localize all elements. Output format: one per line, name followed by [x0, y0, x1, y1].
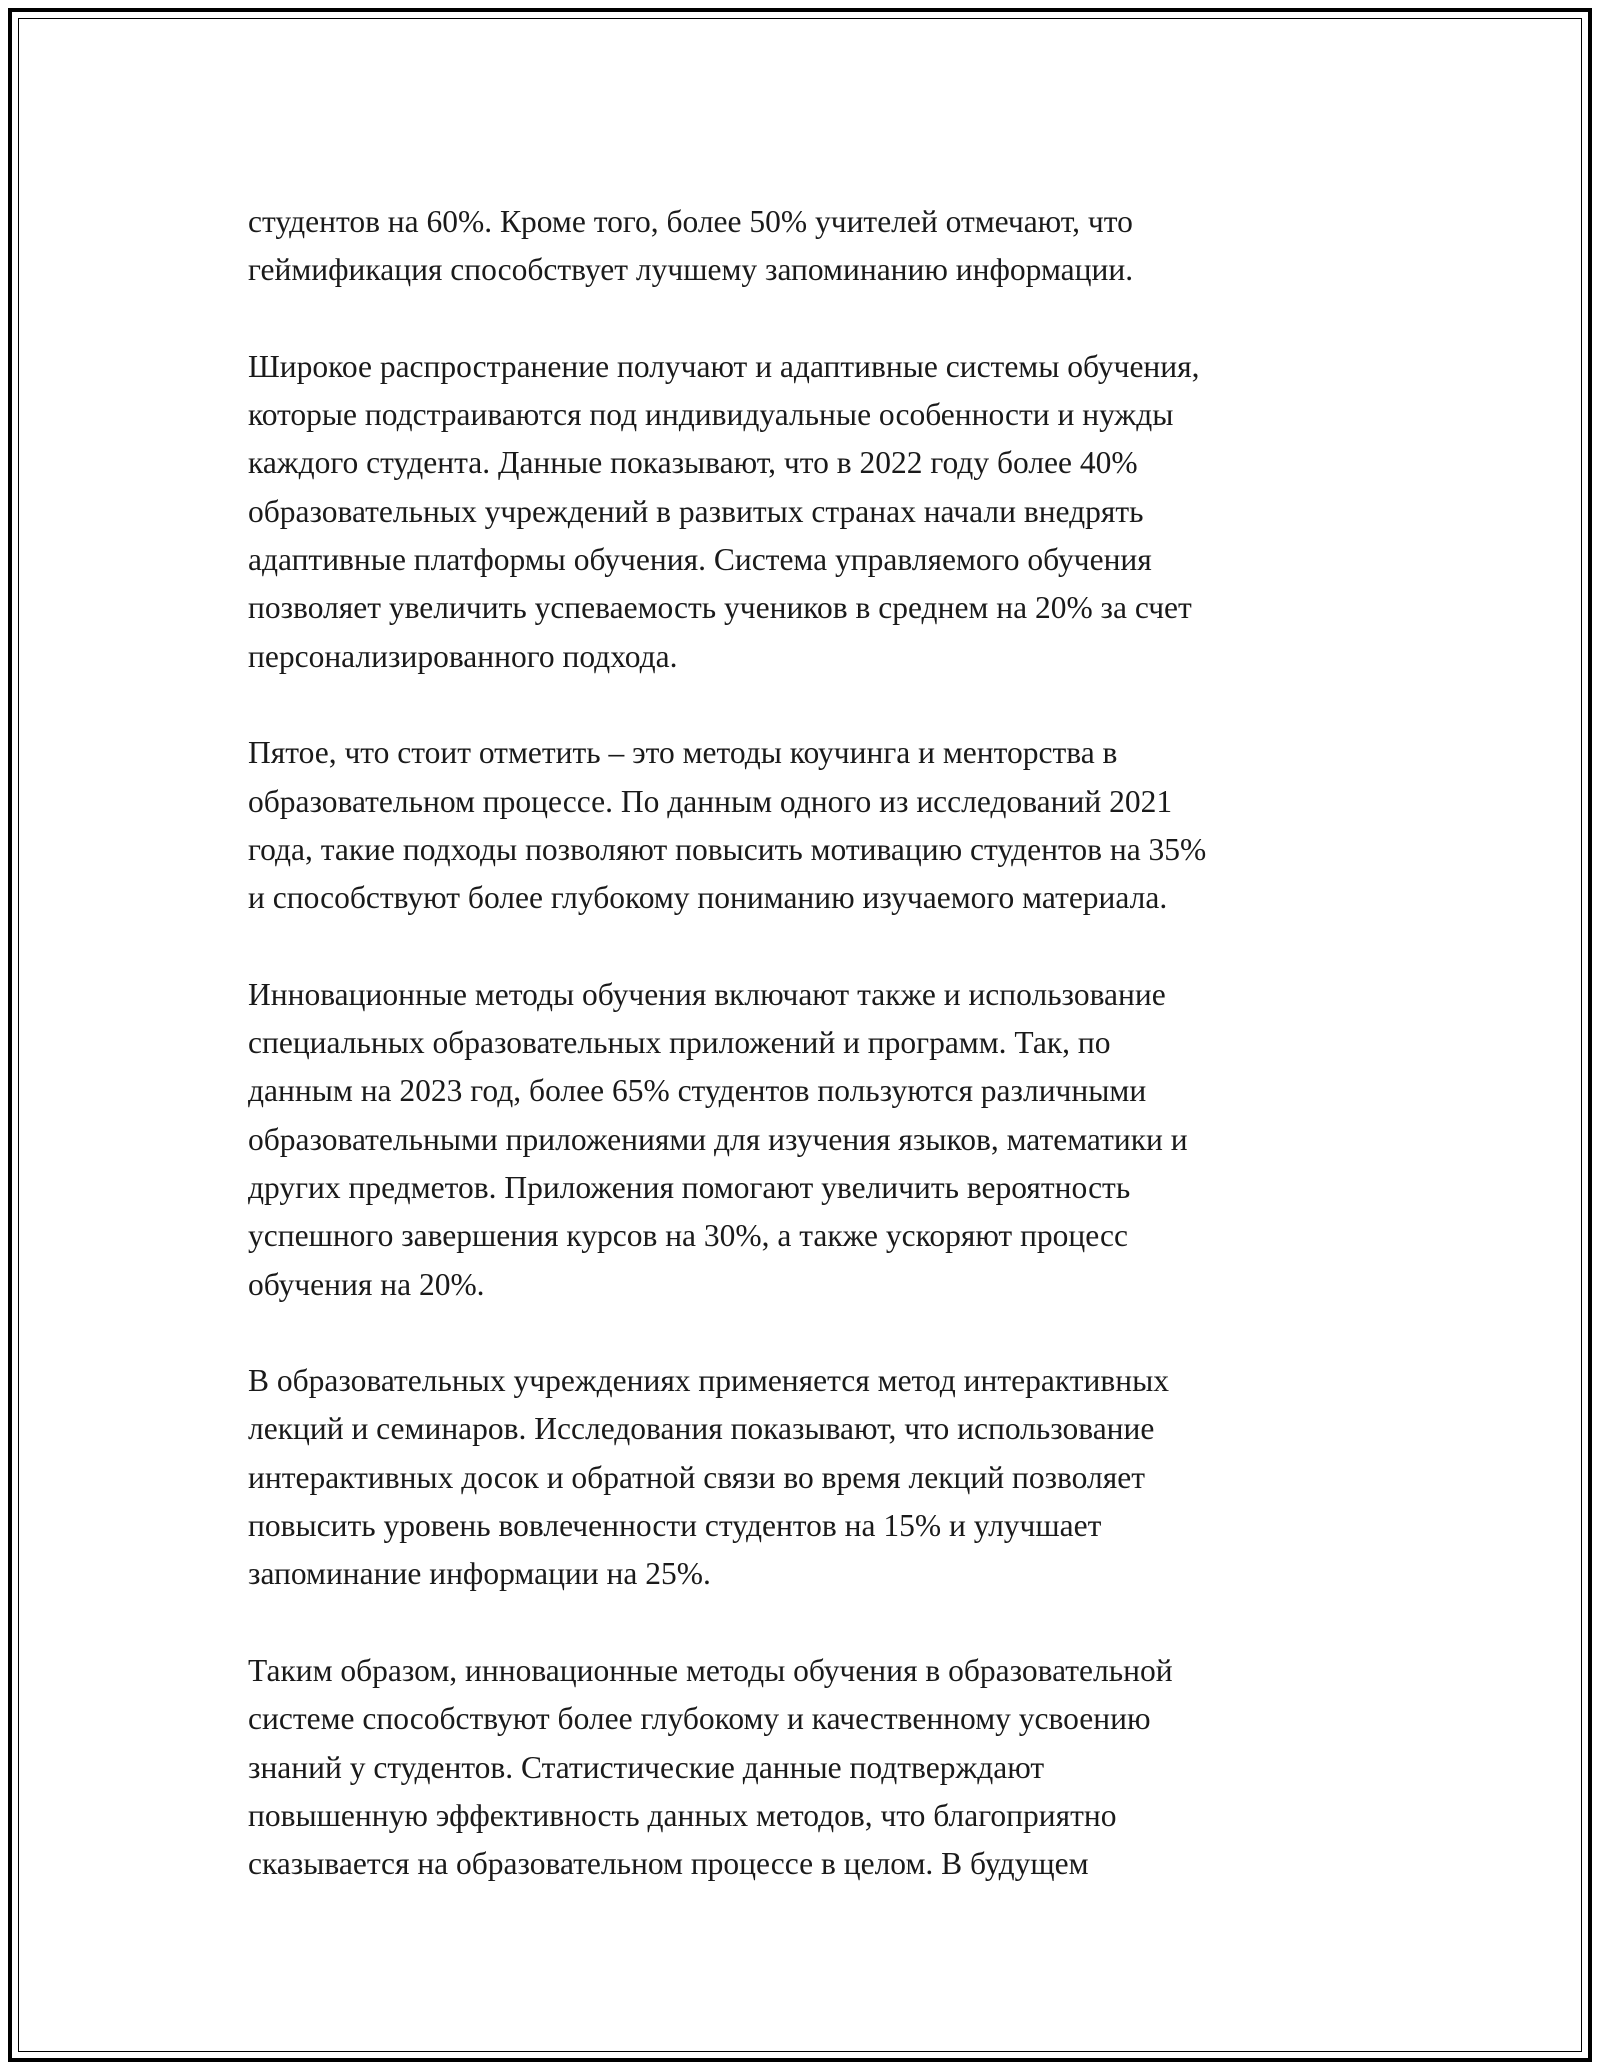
text-line: повысить уровень вовлеченности студентов на 15% и улучшает — [248, 1508, 1102, 1544]
paragraph-coaching-mentoring — [248, 729, 1388, 922]
text-line: В образовательных учреждениях применяется метод интерактивных — [248, 1363, 1169, 1399]
paragraph-interactive-lectures — [248, 1357, 1388, 1598]
text-line: знаний у студентов. Статистические данные подтверждают — [248, 1749, 1045, 1785]
text-line: Таким образом, инновационные методы обучения в образовательной — [248, 1652, 1173, 1688]
text-line: запоминание информации на 25%. — [248, 1556, 711, 1592]
text-line: адаптивные платформы обучения. Система управляемого обучения — [248, 542, 1152, 578]
paragraph-educational-apps — [248, 971, 1388, 1309]
text-line: которые подстраиваются под индивидуальные особенности и нужды — [248, 397, 1174, 433]
text-line: повышенную эффективность данных методов, что благоприятно — [248, 1797, 1117, 1833]
text-line: специальных образовательных приложений и программ. Так, по — [248, 1025, 1111, 1061]
text-line: позволяет увеличить успеваемость учеников в среднем на 20% за счет — [248, 590, 1192, 626]
text-line: образовательными приложениями для изучения языков, математики и — [248, 1121, 1188, 1157]
text-line: геймификация способствует лучшему запоминанию информации. — [248, 252, 1134, 288]
text-line: Пятое, что стоит отметить – это методы коучинга и менторства в — [248, 735, 1118, 771]
text-line: образовательных учреждений в развитых странах начали внедрять — [248, 493, 1144, 529]
text-line: образовательном процессе. По данным одного из исследований 2021 — [248, 783, 1173, 819]
text-line: других предметов. Приложения помогают увеличить вероятность — [248, 1169, 1131, 1205]
text-line: персонализированного подхода. — [248, 638, 678, 674]
paragraph-gamification — [248, 198, 1388, 295]
page-frame — [8, 8, 1592, 2062]
text-line: каждого студента. Данные показывают, что в 2022 году более 40% — [248, 445, 1138, 481]
text-line: и способствуют более глубокому пониманию изучаемого материала. — [248, 880, 1168, 916]
text-line: сказывается на образовательном процессе в целом. В будущем — [248, 1846, 1089, 1882]
text-line: года, такие подходы позволяют повысить мотивацию студентов на 35% — [248, 831, 1207, 867]
text-line: студентов на 60%. Кроме того, более 50% учителей отмечают, что — [248, 204, 1133, 239]
text-line: интерактивных досок и обратной связи во время лекций позволяет — [248, 1459, 1145, 1495]
text-line: Широкое распространение получают и адаптивные системы обучения, — [248, 348, 1200, 384]
document-body — [248, 198, 1388, 1937]
paragraph-adaptive-learning — [248, 343, 1388, 681]
text-line: успешного завершения курсов на 30%, а также ускоряют процесс — [248, 1218, 1129, 1254]
text-line: системе способствуют более глубокому и качественному усвоению — [248, 1701, 1151, 1737]
text-line: данным на 2023 год, более 65% студентов пользуются различными — [248, 1073, 1147, 1109]
paragraph-conclusion — [248, 1647, 1388, 1888]
text-line: лекций и семинаров. Исследования показывают, что использование — [248, 1411, 1155, 1447]
text-line: обучения на 20%. — [248, 1266, 485, 1302]
text-line: Инновационные методы обучения включают также и использование — [248, 976, 1166, 1012]
